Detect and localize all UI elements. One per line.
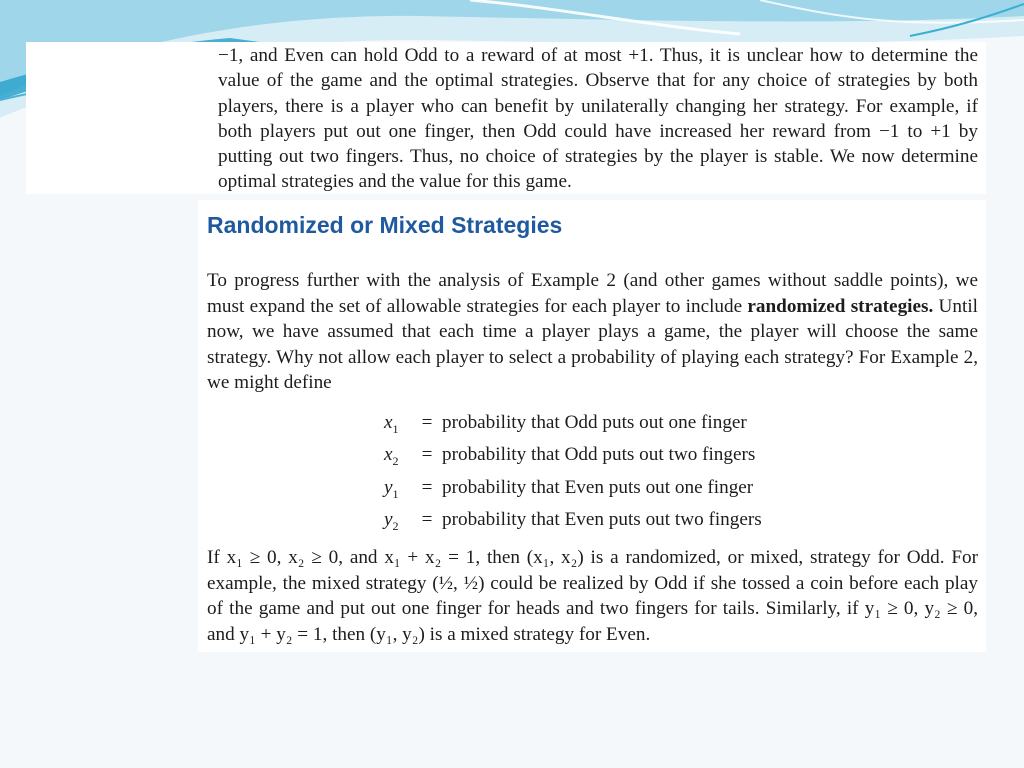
equals-sign: =	[421, 476, 433, 498]
definition-text: probability that Odd puts out two fingers	[442, 444, 756, 466]
equals-sign: =	[421, 508, 433, 530]
definition-text: probability that Odd puts out one finger	[442, 412, 747, 433]
definition-text: probability that Even puts out two fingers	[442, 508, 762, 530]
intro-paragraph	[207, 268, 978, 396]
intro-bold-term: randomized strategies.	[747, 295, 934, 317]
intro-text-end: Until now, we have assumed that each time a player plays a game, the player will choose the same strategy. Why not allow each player to select a probability of playing each strategy? For Example 2, we might define	[207, 295, 978, 394]
equals-sign: =	[421, 412, 433, 433]
definition-text: probability that Even puts out one finger	[442, 476, 754, 498]
section-heading: Randomized or Mixed Strategies	[207, 212, 563, 238]
definition-row	[384, 442, 762, 474]
definition-variable: $x_2$	[384, 444, 399, 469]
equals-sign: =	[421, 444, 433, 466]
top-paragraph: −1, and Even can hold Odd to a reward of at most +1. Thus, it is unclear how to determine the value of the game and the optimal strategies. Observe that for any choice of strategies by both players, there is a player who can benefit by unilaterally changing her strategy. For example, if both players put out one finger, then Odd could have increased her reward from −1 to +1 by putting out two fingers. Thus, no choice of strategies by the player is stable. We now determine optimal strategies and the value for this game.	[218, 45, 978, 193]
definition-row	[384, 410, 762, 442]
definition-variable: $y_1$	[384, 476, 399, 501]
definitions-list	[384, 410, 762, 539]
definition-row	[384, 475, 762, 507]
definition-variable: $x_1$	[384, 412, 399, 436]
definition-variable: $y_2$	[384, 508, 399, 533]
definition-row	[384, 507, 762, 539]
intro-text-start: To progress further with the analysis of Example 2 (and other games without saddle points), we must expand the set of allowable strategies for each player to include	[207, 270, 978, 317]
closing-paragraph: If x₁ ≥ 0, x₂ ≥ 0, and x₁ + x₂ = 1, then (x₁, x₂) is a randomized, or mixed, strategy for Odd. For example, the mixed strategy (½, ½) could be realized by Odd if she tossed a coin before each play of the game and put out one finger for heads and two fingers for tails. Similarly, if y₁ ≥ 0, y₂ ≥ 0, and y₁ + y₂ = 1, then (y₁, y₂) is a mixed strategy for Even.	[207, 547, 978, 645]
